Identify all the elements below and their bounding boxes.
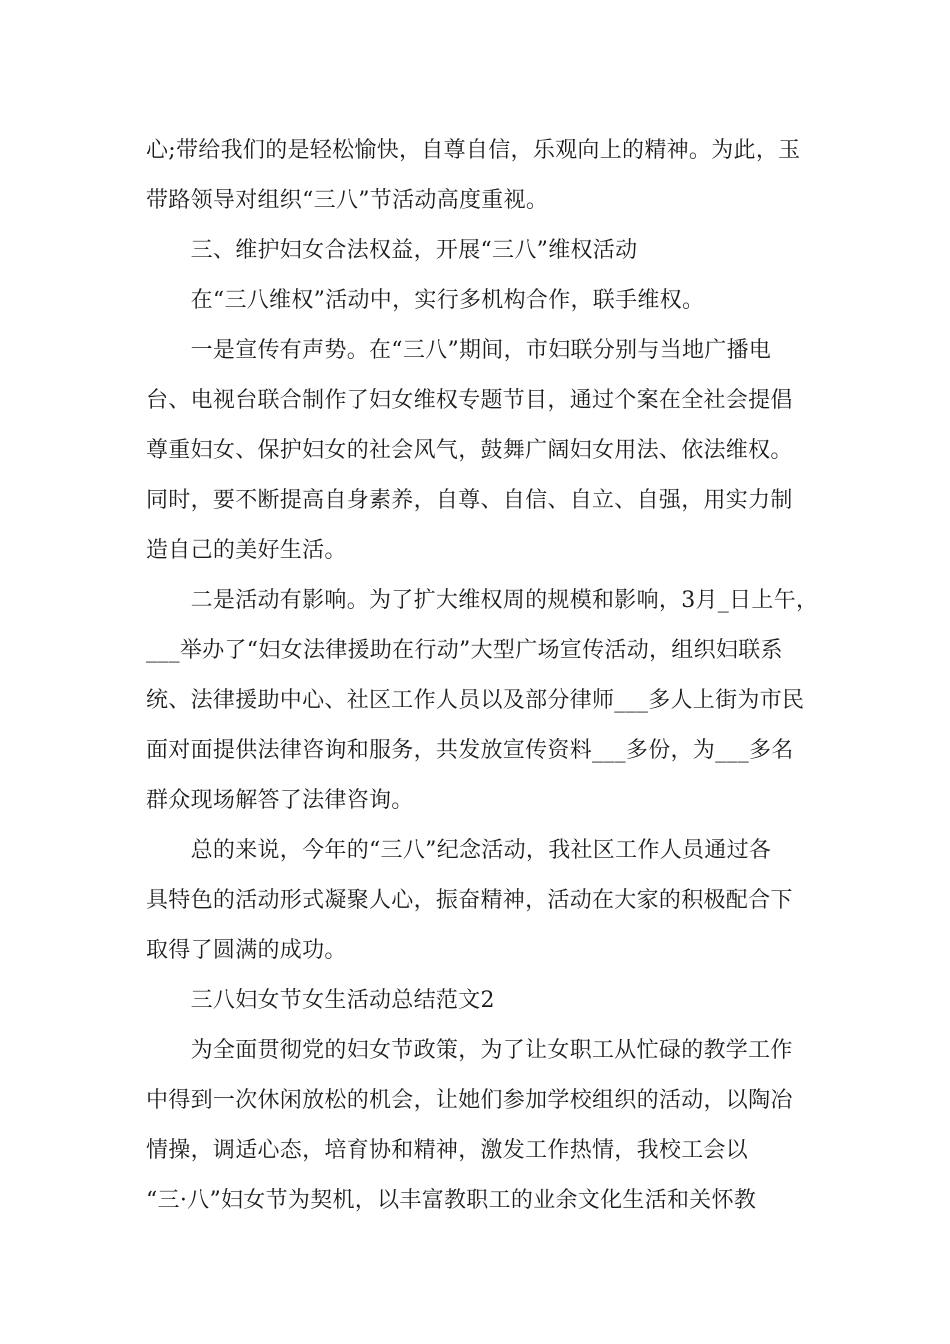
text-line: 一是宣传有声势。在“三八”期间，市妇联分别与当地广播电 (146, 338, 772, 363)
text-line: 为全面贯彻党的妇女节政策，为了让女职工从忙碌的教学工作 (146, 1038, 793, 1063)
text-line: 群众现场解答了法律咨询。 (146, 788, 414, 813)
text-line: 具特色的活动形式凝聚人心，振奋精神，活动在大家的积极配合下 (146, 888, 793, 913)
text-line: 总的来说，今年的“三八”纪念活动，我社区工作人员通过各 (146, 838, 772, 863)
text-line: 心;带给我们的是轻松愉快，自尊自信，乐观向上的精神。为此，玉 (146, 138, 801, 163)
text-line: “三·八”妇女节为契机，以丰富教职工的业余文化生活和关怀教 (146, 1188, 757, 1213)
text-line: ___举办了“妇女法律援助在行动”大型广场宣传活动，组织妇联系 (146, 638, 783, 663)
article-title: 三八妇女节女生活动总结范文2 (146, 988, 495, 1013)
text-line: 统、法律援助中心、社区工作人员以及部分律师___多人上街为市民 (146, 688, 805, 713)
text-line: 在“三八维权”活动中，实行多机构合作，联手维权。 (146, 288, 705, 313)
text-line: 同时，要不断提高自身素养，自尊、自信、自立、自强，用实力制 (146, 488, 793, 513)
text-line: 二是活动有影响。为了扩大维权周的规模和影响，3月_日上午， (146, 588, 819, 613)
text-line: 中得到一次休闲放松的机会，让她们参加学校组织的活动，以陶冶 (146, 1088, 793, 1113)
text-line: 台、电视台联合制作了妇女维权专题节目，通过个案在全社会提倡 (146, 388, 793, 413)
text-line: 情操，调适心态，培育协和精神，激发工作热情，我校工会以 (146, 1138, 749, 1163)
text-line: 取得了圆满的成功。 (146, 938, 347, 963)
section-heading: 三、维护妇女合法权益，开展“三八”维权活动 (146, 238, 638, 263)
text-line: 造自己的美好生活。 (146, 538, 347, 563)
text-line: 尊重妇女、保护妇女的社会风气，鼓舞广阔妇女用法、依法维权。 (146, 438, 793, 463)
text-line: 带路领导对组织“三八”节活动高度重视。 (146, 188, 549, 213)
text-line: 面对面提供法律咨询和服务，共发放宣传资料___多份，为___多名 (146, 738, 794, 763)
